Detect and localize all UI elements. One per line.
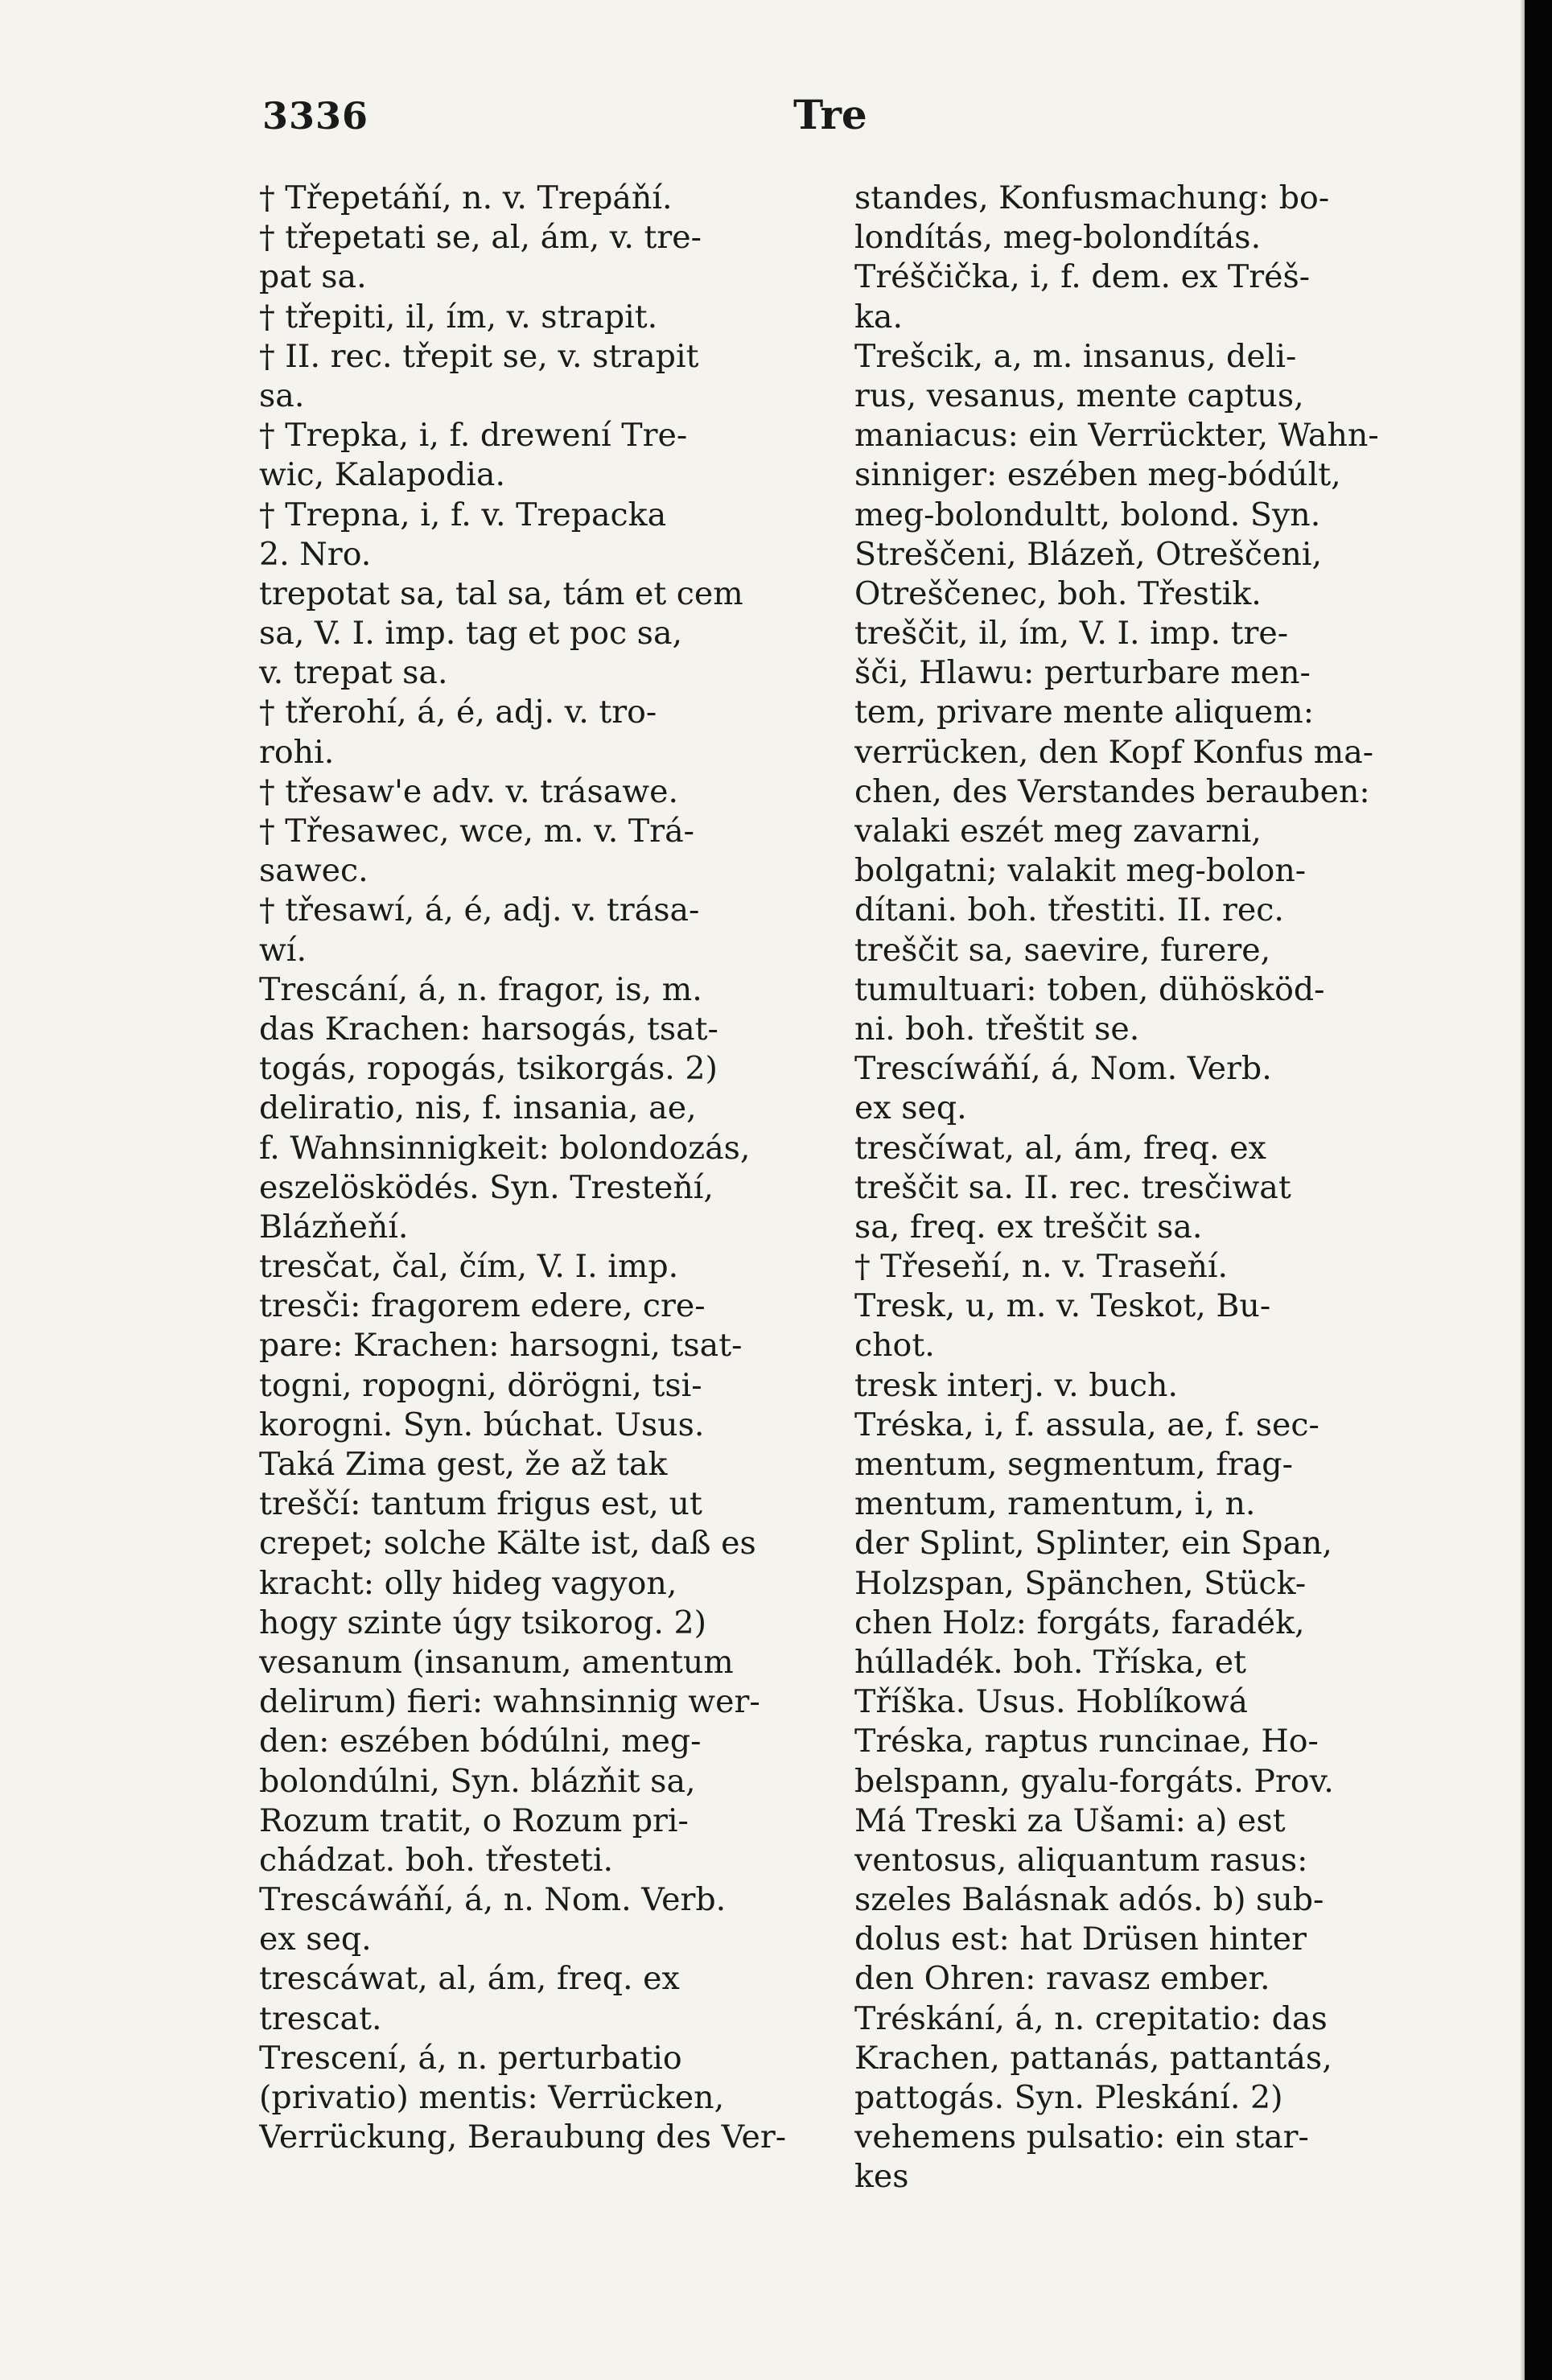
- entry-line: † Trepna, i, f. v. Trepacka: [259, 496, 667, 533]
- entry-line: tresčíwat, al, ám, freq. ex: [854, 1129, 1266, 1167]
- entry-line: † třerohí, á, é, adj. v. tro-: [259, 694, 657, 731]
- entry-line: Verrückung, Beraubung des Ver-: [259, 2119, 787, 2156]
- entry-line: Tresk, u, m. v. Teskot, Bu-: [854, 1287, 1271, 1325]
- entry-line: togni, ropogni, dörögni, tsi-: [259, 1366, 702, 1404]
- running-head: [262, 76, 1433, 149]
- entry-line: Tréska, raptus runcinae, Ho-: [854, 1723, 1319, 1760]
- left-column: [259, 179, 854, 2157]
- entry-line: Tréska, i, f. assula, ae, f. sec-: [854, 1406, 1319, 1443]
- entry-line: 2. Nro.: [259, 535, 372, 573]
- entry-line: Tréskání, á, n. crepitatio: das: [854, 1999, 1328, 2037]
- entry-line: bolgatni; valakit meg-bolon-: [854, 852, 1307, 890]
- entry-line: rohi.: [259, 733, 335, 771]
- entry-line: togás, ropogás, tsikorgás. 2): [259, 1050, 718, 1088]
- entry-line: korogni. Syn. búchat. Usus.: [259, 1406, 705, 1443]
- entry-line: † II. rec. třepit se, v. strapit: [259, 337, 699, 375]
- entry-line: kracht: olly hideg vagyon,: [259, 1564, 677, 1602]
- entry-line: Otreščenec, boh. Třestik.: [854, 574, 1262, 612]
- entry-line: (privatio) mentis: Verrücken,: [259, 2079, 725, 2116]
- entry-line: Trescíwáňí, á, Nom. Verb.: [854, 1050, 1272, 1088]
- entry-line: bolondúlni, Syn. blázňit sa,: [259, 1762, 696, 1800]
- entry-line: crepet; solche Kälte ist, daß es: [259, 1525, 756, 1563]
- entry-line: Krachen, pattanás, pattantás,: [854, 2039, 1332, 2077]
- entry-line: † třepiti, il, ím, v. strapit.: [259, 298, 658, 336]
- entry-line: sawec.: [259, 852, 368, 890]
- entry-line: húlladék. boh. Tříska, et: [854, 1643, 1246, 1681]
- entry-line: chádzat. boh. třesteti.: [259, 1841, 614, 1879]
- entry-line: trescat.: [259, 1999, 382, 2037]
- entry-line: valaki eszét meg zavarni,: [854, 813, 1262, 850]
- entry-line: † třesawí, á, é, adj. v. trása-: [259, 891, 700, 929]
- entry-line: wí.: [259, 931, 307, 969]
- entry-line: † Třepetáňí, n. v. Trepáňí.: [259, 179, 673, 216]
- entry-line: Trescení, á, n. perturbatio: [259, 2039, 682, 2077]
- entry-line: londítás, meg-bolondítás.: [854, 219, 1262, 257]
- entry-line: treščit, il, ím, V. I. imp. tre-: [854, 615, 1289, 653]
- entry-line: das Krachen: harsogás, tsat-: [259, 1010, 718, 1048]
- entry-line: Má Treski za Ušami: a) est: [854, 1801, 1286, 1839]
- entry-line: eszelösködés. Syn. Tresteňí,: [259, 1168, 714, 1206]
- entry-line: standes, Konfusmachung: bo-: [854, 179, 1330, 216]
- entry-line: vehemens pulsatio: ein star-: [854, 2119, 1309, 2156]
- entry-line: Trescáwáňí, á, n. Nom. Verb.: [259, 1881, 727, 1919]
- entry-line: † třesaw'e adv. v. trásawe.: [259, 772, 679, 810]
- entry-line: meg-bolondultt, bolond. Syn.: [854, 496, 1321, 533]
- entry-line: f. Wahnsinnigkeit: bolondozás,: [259, 1129, 751, 1167]
- entry-line: tem, privare mente aliquem:: [854, 694, 1315, 731]
- entry-line: der Splint, Splinter, ein Span,: [854, 1525, 1332, 1563]
- entry-line: mentum, segmentum, frag-: [854, 1446, 1293, 1483]
- entry-line: ventosus, aliquantum rasus:: [854, 1841, 1308, 1879]
- entry-line: Tréščička, i, f. dem. ex Tréš-: [854, 258, 1311, 296]
- entry-line: trescáwat, al, ám, freq. ex: [259, 1960, 680, 1998]
- entry-line: ex seq.: [259, 1921, 372, 1958]
- entry-line: Tříška. Usus. Hoblíkowá: [854, 1683, 1248, 1721]
- entry-line: treščí: tantum frigus est, ut: [259, 1485, 702, 1523]
- entry-line: Holzspan, Spänchen, Stück-: [854, 1564, 1307, 1602]
- entry-line: ex seq.: [854, 1089, 967, 1127]
- entry-line: pattogás. Syn. Pleskání. 2): [854, 2079, 1283, 2116]
- entry-line: hogy szinte úgy tsikorog. 2): [259, 1604, 707, 1641]
- entry-line: Taká Zima gest, že až tak: [259, 1446, 668, 1483]
- entry-line: dolus est: hat Drüsen hinter: [854, 1921, 1307, 1958]
- entry-line: v. trepat sa.: [259, 654, 448, 692]
- entry-line: ni. boh. třeštit se.: [854, 1010, 1140, 1048]
- entry-line: chen Holz: forgáts, faradék,: [854, 1604, 1305, 1641]
- entry-line: tresk interj. v. buch.: [854, 1366, 1179, 1404]
- entry-line: Streščeni, Blázeň, Otreščeni,: [854, 535, 1323, 573]
- entry-line: † Třeseňí, n. v. Traseňí.: [854, 1248, 1229, 1286]
- entry-line: Trešcik, a, m. insanus, deli-: [854, 337, 1297, 375]
- entry-line: wic, Kalapodia.: [259, 456, 506, 494]
- entry-line: pare: Krachen: harsogni, tsat-: [259, 1327, 743, 1365]
- right-column: [854, 179, 1435, 2197]
- entry-line: tresči: fragorem edere, cre-: [259, 1287, 706, 1325]
- entry-line: maniacus: ein Verrückter, Wahn-: [854, 417, 1379, 455]
- catchword: Tre: [793, 91, 867, 138]
- entry-line: chot.: [854, 1327, 935, 1365]
- entry-line: tresčat, čal, čím, V. I. imp.: [259, 1248, 679, 1286]
- entry-line: † Třesawec, wce, m. v. Trá-: [259, 813, 695, 850]
- entry-line: sa.: [259, 377, 305, 414]
- entry-line: den: eszében bódúlni, meg-: [259, 1723, 702, 1760]
- entry-line: vesanum (insanum, amentum: [259, 1643, 734, 1681]
- entry-line: kes: [854, 2158, 909, 2196]
- entry-line: trepotat sa, tal sa, tám et cem: [259, 574, 743, 612]
- entry-line: ka.: [854, 298, 904, 336]
- entry-line: šči, Hlawu: perturbare men-: [854, 654, 1311, 692]
- entry-line: rus, vesanus, mente captus,: [854, 377, 1304, 414]
- entry-line: belspann, gyalu-forgáts. Prov.: [854, 1762, 1334, 1800]
- entry-line: pat sa.: [259, 258, 367, 296]
- entry-line: † Trepka, i, f. drewení Tre-: [259, 417, 688, 455]
- entry-line: verrücken, den Kopf Konfus ma-: [854, 733, 1374, 771]
- entry-line: dítani. boh. třestiti. II. rec.: [854, 891, 1284, 929]
- entry-line: sinniger: eszében meg-bódúlt,: [854, 456, 1341, 494]
- entry-line: szeles Balásnak adós. b) sub-: [854, 1881, 1324, 1919]
- page-number: 3336: [262, 94, 369, 138]
- entry-line: tumultuari: toben, dühösköd-: [854, 970, 1325, 1008]
- entry-line: † třepetati se, al, ám, v. tre-: [259, 219, 702, 257]
- entry-line: delirum) fieri: wahnsinnig wer-: [259, 1683, 760, 1721]
- entry-line: deliratio, nis, f. insania, ae,: [259, 1089, 697, 1127]
- entry-line: sa, V. I. imp. tag et poc sa,: [259, 615, 683, 653]
- entry-line: Rozum tratit, o Rozum pri-: [259, 1801, 689, 1839]
- entry-line: den Ohren: ravasz ember.: [854, 1960, 1270, 1998]
- entry-line: Blázňeňí.: [259, 1208, 409, 1246]
- entry-line: chen, des Verstandes berauben:: [854, 772, 1370, 810]
- entry-line: treščit sa. II. rec. tresčiwat: [854, 1168, 1291, 1206]
- entry-line: mentum, ramentum, i, n.: [854, 1485, 1256, 1523]
- entry-line: treščit sa, saevire, furere,: [854, 931, 1271, 969]
- entry-line: sa, freq. ex treščit sa.: [854, 1208, 1203, 1246]
- entry-line: Trescání, á, n. fragor, is, m.: [259, 970, 702, 1008]
